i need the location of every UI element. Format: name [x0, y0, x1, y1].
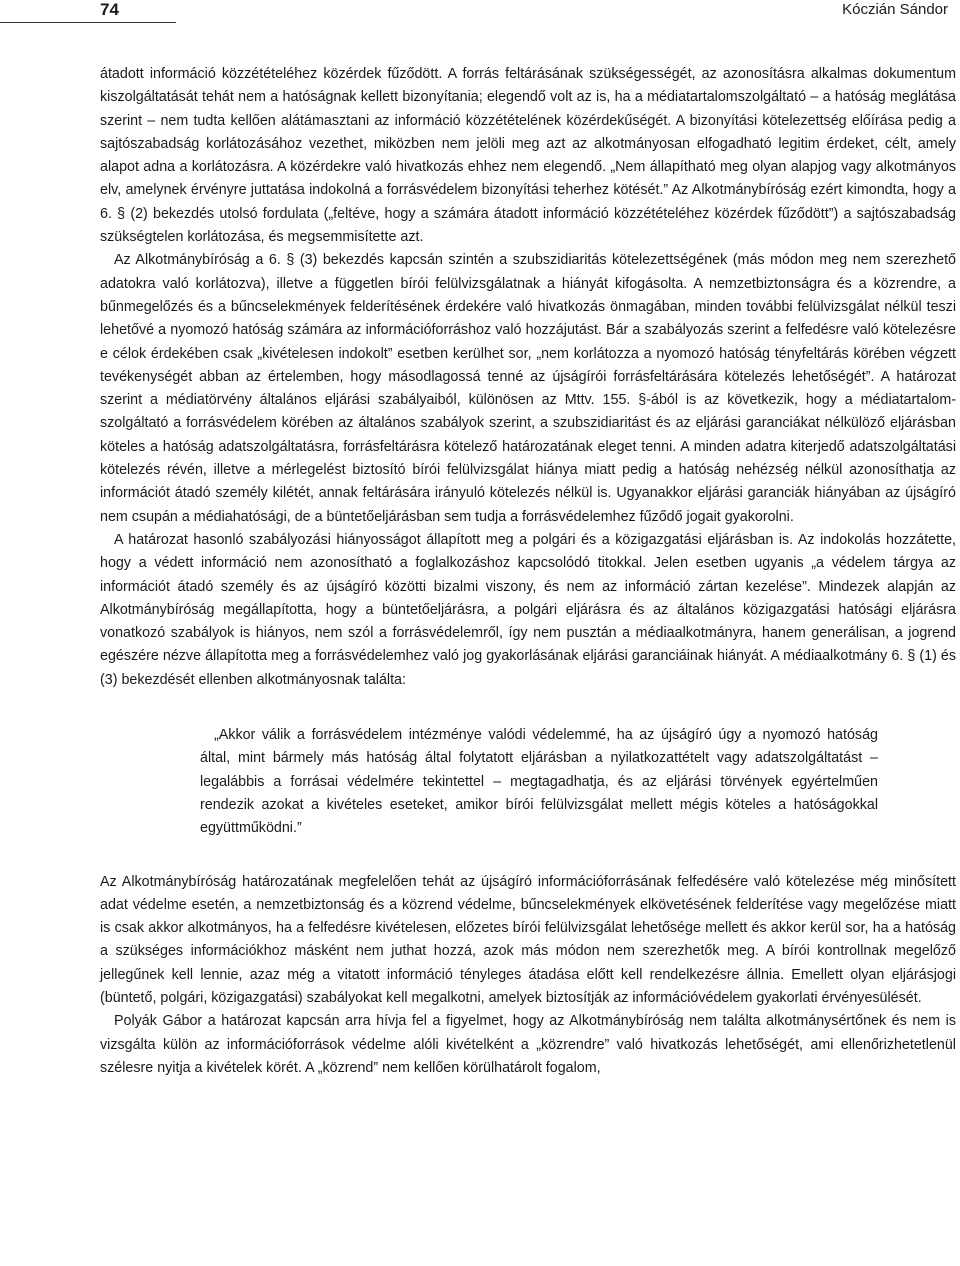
- paragraph: Az Alkotmánybíróság határozatának megfelelően tehát az újságíró információforrásának felfedésére való kötelezése még minősített adat védelme esetén, a nemzetbiztonság és a közrend védelme, bűncselekmények elkövetésének felderítése vagy megelőzése miatt is csak akkor alkotmányos, ha a felfedésre kivételesen, előzetes bírói felülvizsgálat lehetősége mellett és akkor kerül sor, ha a hatóság a szükséges információkhoz másként nem juthat hozzá, azok más módon nem szerezhetők meg. A bírói kontrollnak megelőző jellegűnek kell lennie, azaz még a vitatott információ tényleges átadása előtt kell rendelkezésre állnia. Emellett olyan eljárásjogi (büntető, polgári, közigazgatási) szabályokat kell megalkotni, amelyek biztosítják az információvédelem gyakorlati érvényesülését.: [100, 873, 956, 1006]
- running-head-author: Kóczián Sándor: [842, 1, 948, 18]
- paragraph: A határozat hasonló szabályozási hiányosságot állapított meg a polgári és a közigazgatási eljárásban is. Az indokolás hozzátette, hogy a védett információ nem azonosítható a foglalkozáshoz kapcsolódó titokkal. Jelen esetben ugyanis „a védelem tárgya az információt átadó személy és az újságíró közötti bizalmi viszony, és nem az információ zártan kezelése”. Mindezek alapján az Alkotmánybíróság megállapította, hogy a büntetőeljárásra, a polgári eljárásra és az általános közigazgatási hatósági eljárásra vonatkozó szabályok is hiányos, nem szól a forrásvédelemről, így nem pusztán a médiaalkotmányra, hanem generálisan, a jogrend egészére nézve állapította meg a forrásvédelemhez való jog gyakorlásának eljárási garanciáinak hiányát. A médiaalkotmány 6. § (1) és (3) bekezdését ellenben alkotmányosnak találta:: [100, 531, 956, 688]
- body-text: [100, 63, 956, 1080]
- page-number: 74: [100, 0, 119, 19]
- paragraph: Polyák Gábor a határozat kapcsán arra hívja fel a figyelmet, hogy az Alkotmánybíróság nem találta alkotmánysértőnek és nem is vizsgálta külön az információforrások védelme alóli kivételként a „közrendre” való hivatkozás lehetőségét, ami ellenőrizhetetlenül szélesre nyitja a kivételek körét. A „közrend” nem kellően körülhatárolt fogalom,: [100, 1013, 956, 1076]
- quote-text: „Akkor válik a forrásvédelem intézménye valódi védelemmé, ha az újságíró úgy a nyomozó hatóság által, mint bármely más hatóság által folytatott eljárásban a nyilatkozattételt vagy adatszolgáltatást – legalábbis a forrásai védelmére tekintettel – megtagadhatja, és az eljárási törvények egyértelműen rendezik azokat a kivételes eseteket, amikor bírói felülvizsgálat mellett mégis köteles a hatóságokkal együttműködni.”: [200, 727, 878, 837]
- page-header: [0, 0, 960, 22]
- paragraph: átadott információ közzétételéhez közérdek fűződött. A forrás feltárásának szükségességét, az azonosításra alkalmas dokumentum kiszolgáltatását tehát nem a hatóságnak kellett bizonyítania; elegendő volt az is, ha a médiatartalomszolgáltató – a hatóság meglátása szerint – nem tudta kellően alátámasztani az információ közzétételének közérdekűségét. A bizonyítási kötelezettség előírása pedig a sajtószabadság korlátozásához vezethet, miközben nem jelöli meg azt az alkotmányosan elfogadható legitim érdeket, célt, amely alapot adna a korlátozásra. A közérdekre való hivatkozás ehhez nem elegendő. „Nem állapítható meg olyan alapjog vagy alkotmányos elv, amelynek érvényre juttatása indokolná a forrásvédelem bizonyítási teherhez kötését.” Az Alkotmánybíróság ezért kimondta, hogy a 6. § (2) bekezdés utolsó fordulata („feltéve, hogy a számára átadott információ közzétételéhez közérdek fűződött”) a sajtószabadság szükségtelen korlátozása, és megsemmisítette azt.: [100, 66, 956, 246]
- block-quote: [200, 724, 878, 840]
- header-rule: [0, 22, 176, 23]
- paragraph: Az Alkotmánybíróság a 6. § (3) bekezdés kapcsán szintén a szubszidiaritás kötelezettségének (más módon meg nem szerezhető adatokra való korlátozva), illetve a független bírói felülvizsgálatnak a hiányát kifogásolta. A nemzetbiztonságra és a közrendre, a bűnmegelőzés és a bűncselekmények felderítésének érdekére való hivatkozás önmagában, minden további felülvizsgálat nélkül teszi lehetővé a nyomozó hatóság számára az információforráshoz való hozzájutást. Bár a szabályozás szerint a felfedésre való kötelezésre e célok érdekében csak „kivételesen indokolt” esetben kerülhet sor, „nem korlátozza a nyomozó hatóság tényfeltárás körében végzett tevékenységét abban az értelemben, hogy másodlagossá tenné az újságírói forrásfeltárására kötelezés lehetőségét”. A határozat szerint a médiatörvény általános eljárási szabályaiból, különösen az Mttv. 155. §-ából is az következik, hogy a médiatartalom-szolgáltató a forrásvédelem körében az általános szabályok szerint, a szubszidiaritást és az eljárási garanciákat nélkülöző eljárásban köteles a hatóság adatszolgáltatásra, forrásfeltárásra kötelező határozatának eleget tenni. A minden adatra kiterjedő adatszolgáltatási kötelezés révén, illetve a mérlegelést biztosító bírói felülvizsgálat hiánya miatt pedig a hatóság nehézség nélkül azonosíthatja az információt átadó személy kilétét, annak feltárására irányuló kötelezés nélkül is. Ugyanakkor eljárási garanciák hiányában az újságíró nem csupán a médiahatósági, de a büntetőeljárásban sem tudja a forrásvédelemhez fűződő jogait gyakorolni.: [100, 252, 956, 525]
